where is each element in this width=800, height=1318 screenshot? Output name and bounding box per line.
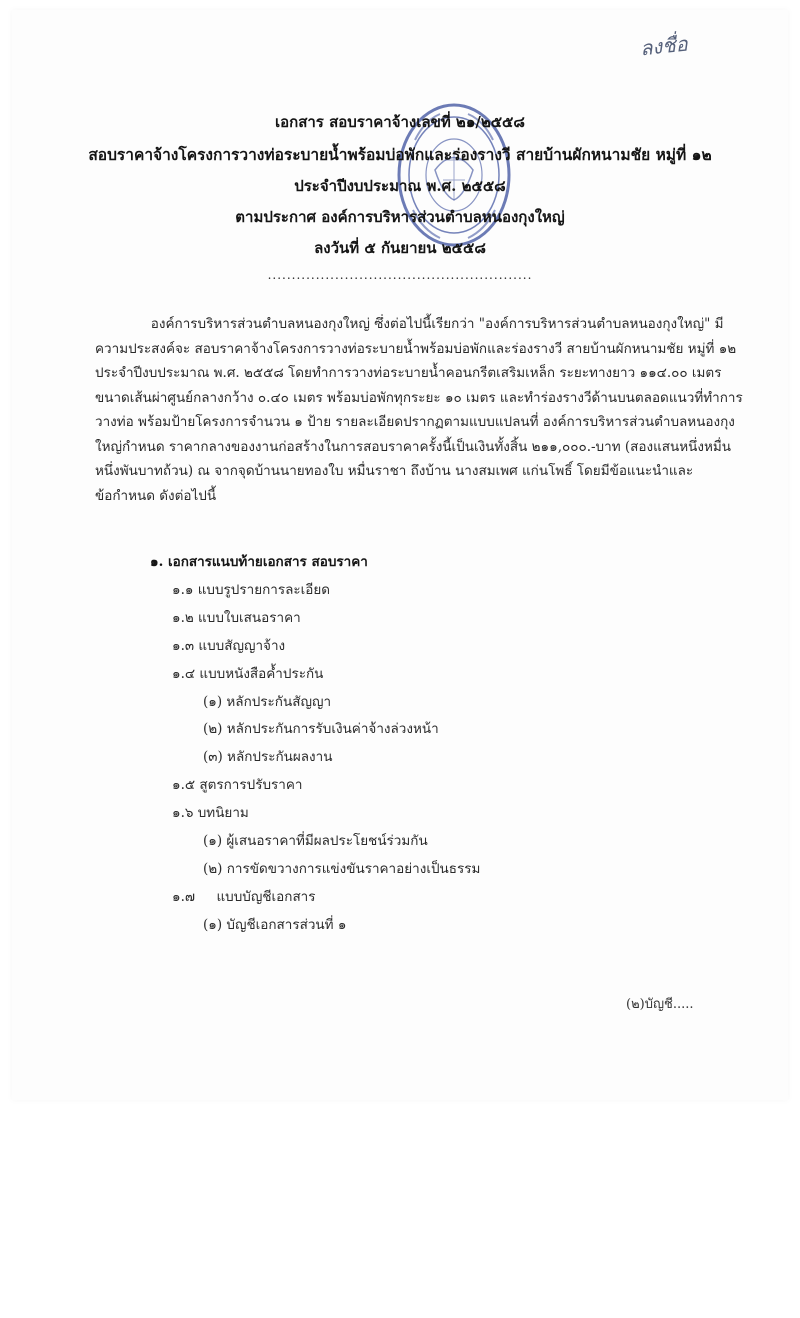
intro-paragraph	[95, 312, 743, 508]
date-heading: ลงวันที่ ๕ กันยายน ๒๕๕๘	[314, 239, 486, 257]
list-item: (๑) ผู้เสนอราคาที่มีผลประโยชน์ร่วมกัน	[203, 833, 428, 849]
list-item: (๑) บัญชีเอกสารส่วนที่ ๑	[203, 917, 347, 933]
list-item: ๑.๒ แบบใบเสนอราคา	[172, 610, 301, 626]
paragraph-line: ขนาดเส้นผ่าศูนย์กลางกว้าง ๐.๔๐ เมตร พร้อมบ่อพักทุกระยะ ๑๐ เมตร และทำร่องรางวีด้านบนตลอดแนวที่ทำการ	[95, 389, 743, 406]
announcement-heading: ตามประกาศ องค์การบริหารส่วนตำบลหนองกุงใหญ่	[235, 208, 565, 226]
list-item: ๑.๔ แบบหนังสือค้ำประกัน	[172, 666, 324, 682]
paragraph-line: ประจำปีงบประมาณ พ.ศ. ๒๕๕๘ โดยทำการวางท่อระบายน้ำคอนกรีตเสริมเหล็ก ระยะทางยาว ๑๑๔.๐๐ เมตร	[95, 365, 722, 381]
list-item: (๓) หลักประกันผลงาน	[203, 749, 333, 765]
paragraph-line: ความประสงค์จะ สอบราคาจ้างโครงการวางท่อระบายน้ำพร้อมบ่อพักและร่องรางวี สายบ้านผักหนามชัย หมู่ที่ ๑๒	[95, 340, 737, 357]
paragraph-line: วางท่อ พร้อมป้ายโครงการจำนวน ๑ ป้าย รายละเอียดปรากฏตามแบบแปลนที่ องค์การบริหารส่วนตำบลหนองกุง	[95, 414, 735, 430]
project-title-heading: สอบราคาจ้างโครงการวางท่อระบายน้ำพร้อมบ่อพักและร่องรางวี สายบ้านผักหนามชัย หมู่ที่ ๑๒	[88, 145, 712, 164]
list-item: (๒) การขัดขวางการแข่งขันราคาอย่างเป็นธรรม	[203, 861, 481, 877]
list-item: (๒) หลักประกันการรับเงินค่าจ้างล่วงหน้า	[203, 721, 439, 737]
paragraph-line: องค์การบริหารส่วนตำบลหนองกุงใหญ่ ซึ่งต่อไปนี้เรียกว่า "องค์การบริหารส่วนตำบลหนองกุงใหญ่" มี	[95, 316, 724, 332]
attachments-section-title: ๑. เอกสารแนบท้ายเอกสาร สอบราคา	[150, 554, 368, 570]
list-item: ๑.๗ แบบบัญชีเอกสาร	[172, 889, 316, 905]
list-item: (๑) หลักประกันสัญญา	[203, 694, 332, 710]
list-item: ๑.๑ แบบรูปรายการละเอียด	[172, 582, 331, 598]
list-item: ๑.๓ แบบสัญญาจ้าง	[172, 638, 286, 654]
continuation-note: (๒)บัญชี.....	[626, 997, 694, 1012]
paragraph-line: ใหญ่กำหนด ราคากลางของงานก่อสร้างในการสอบราคาครั้งนี้เป็นเงินทั้งสิ้น ๒๑๑,๐๐๐.-บาท (สองแสนหนึ่งหมื่น	[95, 438, 732, 455]
fiscal-year-heading: ประจำปีงบประมาณ พ.ศ. ๒๕๕๘	[294, 177, 506, 195]
list-item: ๑.๖ บทนิยาม	[172, 805, 249, 821]
paragraph-line: ข้อกำหนด ดังต่อไปนี้	[95, 487, 217, 504]
document-number-heading: เอกสาร สอบราคาจ้างเลขที่ ๒๑/๒๕๕๘	[275, 113, 525, 131]
paragraph-line: หนึ่งพันบาทถ้วน) ณ จากจุดบ้านนายทองใบ หมื่นราชา ถึงบ้าน นางสมเพศ แก่นโพธิ์ โดยมีข้อแนะนำและ	[95, 463, 694, 479]
list-item: ๑.๕ สูตรการปรับราคา	[172, 777, 303, 793]
heading-divider: .......................................................	[267, 268, 533, 282]
handwritten-initials: ลงชื่อ	[638, 31, 689, 61]
